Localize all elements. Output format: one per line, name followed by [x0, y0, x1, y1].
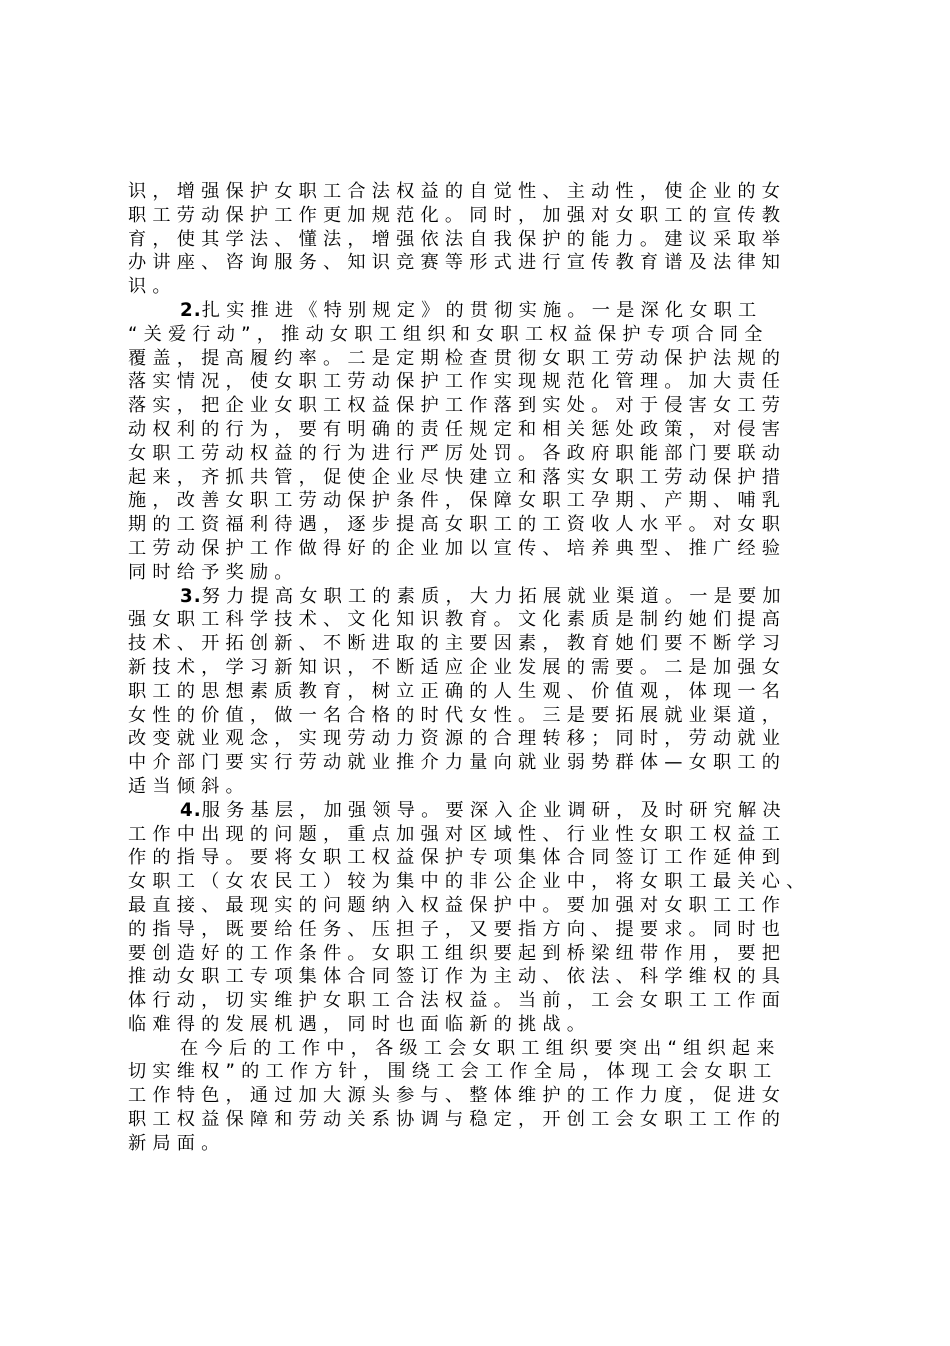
text-line: 办讲座、咨询服务、知识竞赛等形式进行宣传教育谱及法律知: [128, 252, 787, 274]
text-line: 工劳动保护工作做得好的企业加以宣传、培养典型、推广经验: [128, 537, 787, 559]
text-line: 临难得的发展机遇，同时也面临新的挑战。: [128, 1013, 592, 1035]
text-line: “关爱行动”，推动女职工组织和女职工权益保护专项合同全: [128, 323, 769, 345]
text-line: 改变就业观念，实现劳动力资源的合理转移；同时，劳动就业: [128, 728, 787, 750]
text-line: 落实，把企业女职工权益保护工作落到实处。对于侵害女工劳: [128, 395, 787, 417]
text-line: 切实维权”的工作方针，围绕工会工作全局，体现工会女职工: [128, 1061, 778, 1083]
text-line: 工作特色，通过加大源头参与、整体维护的工作力度，促进女: [128, 1085, 787, 1107]
text-line: 中介部门要实行劳动就业推介力量向就业弱势群体—女职工的: [128, 752, 787, 774]
section-heading-3: 3.努力提高女职工的素质，大力拓展就业渠道。一是要加: [180, 585, 787, 607]
text-line: 女职工（女农民工）较为集中的非公企业中，将女职工最关心、: [128, 871, 811, 893]
text-line: 职工权益保障和劳动关系协调与稳定，开创工会女职工工作的: [128, 1109, 787, 1131]
section-number: 4.: [180, 799, 202, 821]
section-number: 2.: [180, 299, 202, 321]
text-line: 适当倾斜。: [128, 775, 250, 797]
section-heading-2: 2.扎实推进《特别规定》的贯彻实施。一是深化女职工: [180, 299, 763, 321]
text-line: 技术、开拓创新、不断进取的主要因素，教育她们要不断学习: [128, 633, 787, 655]
text-line: 起来，齐抓共管，促使企业尽快建立和落实女职工劳动保护措: [128, 466, 787, 488]
text-line: 最直接、最现实的问题纳入权益保护中。要加强对女职工工作: [128, 894, 787, 916]
text-line: 女性的价值，做一名合格的时代女性。三是要拓展就业渠道，: [128, 704, 787, 726]
section-number: 3.: [180, 585, 202, 607]
text-line: 作的指导。要将女职工权益保护专项集体合同签订工作延伸到: [128, 847, 787, 869]
text-line: 新技术，学习新知识，不断适应企业发展的需要。二是加强女: [128, 656, 787, 678]
text-line: 职工劳动保护工作更加规范化。同时，加强对女职工的宣传教: [128, 204, 787, 226]
text-line: 女职工劳动权益的行为进行严厉处罚。各政府职能部门要联动: [128, 442, 787, 464]
text-line: 期的工资福利待遇，逐步提高女职工的工资收人水平。对女职: [128, 514, 787, 536]
text-line: 要创造好的工作条件。女职工组织要起到桥梁纽带作用，要把: [128, 942, 787, 964]
closing-paragraph-start: 在今后的工作中，各级工会女职工组织要突出“组织起来: [180, 1037, 781, 1059]
text-line: 覆盖，提高履约率。二是定期检查贯彻女职工劳动保护法规的: [128, 347, 787, 369]
text-line: 的指导，既要给任务、压担子，又要指方向、提要求。同时也: [128, 918, 787, 940]
text-line: 推动女职工专项集体合同签订作为主动、依法、科学维权的具: [128, 966, 787, 988]
text-line: 体行动，切实维护女职工合法权益。当前，工会女职工工作面: [128, 990, 787, 1012]
text-line: 育，使其学法、懂法，增强依法自我保护的能力。建议采取举: [128, 228, 787, 250]
section-heading-4: 4.服务基层，加强领导。要深入企业调研，及时研究解决: [180, 799, 787, 821]
text-line: 同时给予奖励。: [128, 561, 299, 583]
text-line: 职工的思想素质教育，树立正确的人生观、价值观，体现一名: [128, 680, 787, 702]
text-line: 识。: [128, 276, 177, 298]
body-text: [128, 180, 828, 1156]
text-line: 落实情况，使女职工劳动保护工作实现规范化管理。加大责任: [128, 371, 787, 393]
text-line: 动权利的行为，要有明确的责任规定和相关惩处政策，对侵害: [128, 418, 787, 440]
text-line: 新局面。: [128, 1132, 226, 1154]
text-line: 施，改善女职工劳动保护条件，保障女职工孕期、产期、哺乳: [128, 490, 787, 512]
text-line: 强女职工科学技术、文化知识教育。文化素质是制约她们提高: [128, 609, 787, 631]
text-line: 识，增强保护女职工合法权益的自觉性、主动性，使企业的女: [128, 181, 787, 202]
text-line: 工作中出现的问题，重点加强对区域性、行业性女职工权益工: [128, 823, 787, 845]
